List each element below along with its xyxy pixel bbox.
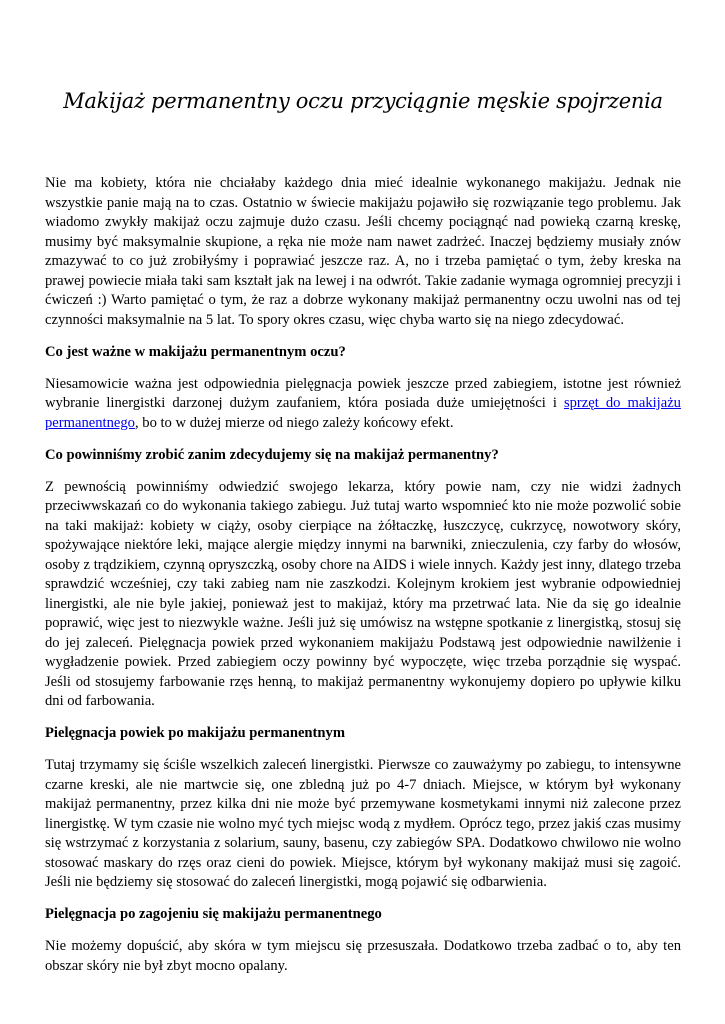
paragraph-text: , bo to w dużej mierze od niego zależy końcowy efekt. (134, 414, 454, 431)
intro-paragraph: Nie ma kobiety, która nie chciałaby każdego dnia mieć idealnie wykonanego makijażu. Jednak nie wszystkie panie mają na to czas. Ostatnio w świecie makijażu pojawiło się rozwiązanie tego problemu. Jak wiadomo zwykły makijaż oczu zajmuje dużo czasu. Jeśli chcemy pociągnąć nad powieką czarną kreskę, musimy być maksymalnie skupione, a ręka nie może nam nawet zadrżeć. Inaczej będziemy musiały znów zmazywać to co już zrobiłyśmy i poprawiać jeszcze raz. A, no i trzeba pamiętać o tym, żeby kreska na prawej powiecie miała taki sam kształt jak na lewej i na odwrót. Takie zadanie wymaga ogromniej precyzji i ćwiczeń :) Warto pamiętać o tym, że raz a dobrze wykonany makijaż permanentny oczu uwolni nas od tej czynności maksymalnie na 5 lat. To spory okres czasu, więc chyba warto się na niego zdecydować. (45, 175, 681, 328)
document-page (45, 86, 681, 989)
section-heading: Co powinniśmy zrobić zanim zdecydujemy się na makijaż permanentny? (45, 446, 499, 463)
section-paragraph: Nie możemy dopuścić, aby skóra w tym miejscu się przesuszała. Dodatkowo trzeba zadbać o to, aby ten obszar skóry nie był zbyt mocno opalany. (45, 938, 681, 974)
section-paragraph: Tutaj trzymamy się ściśle wszelkich zaleceń linergistki. Pierwsze co zauważymy po zabiegu, to intensywne czarne kreski, ale nie martwcie się, one zbledną już po 4-7 dniach. Miejsce, w którym był wykonany makijaż permanentny, przez kilka dni nie może być przemywane kosmetykami innymi niż zalecone przez linergistkę. W tym czasie nie wolno myć tych miejsc wodą z mydłem. Oprócz tego, przez jakiś czas musimy się wstrzymać z korzystania z solarium, sauny, basenu, czy zabiegów SPA. Dodatkowo chwilowo nie wolno stosować maskary do rzęs oraz cieni do powiek. Miejsce, którym był wykonany makijaż musi się zagoić. Jeśli nie będziemy się stosować do zaleceń linergistki, mogą pojawić się odbarwienia. (45, 757, 681, 890)
equipment-link[interactable]: sprzęt do makijażu permanentnego (45, 395, 681, 431)
section-heading: Pielęgnacja powiek po makijażu permanentnym (45, 725, 345, 741)
section-heading: Co jest ważne w makijażu permanentnym oczu? (45, 343, 346, 360)
document-title: Makijaż permanentny oczu przyciągnie męskie spojrzenia (63, 89, 663, 113)
paragraph-text: Niesamowicie ważna jest odpowiednia pielęgnacja powiek jeszcze przed zabiegiem, istotne jest również wybranie linergistki darzonej dużym zaufaniem, która posiada duże umiejętności i (45, 375, 681, 411)
section-paragraph: Z pewnością powinniśmy odwiedzić swojego lekarza, który powie nam, czy nie widzi żadnych przeciwwskazań co do wykonania takiego zabiegu. Już tutaj warto wspomnieć kto nie może pozwolić sobie na taki makijaż: kobiety w ciąży, osoby cierpiące na żółtaczkę, łuszczycę, cukrzycę, nowotwory skóry, spożywające niektóre leki, mające alergie między innymi na barwniki, znieczulenia, czy farby do włosów, osoby z trądzikiem, czynną opryszczką, osoby chore na AIDS i wiele innych. Każdy jest inny, dlatego trzeba sprawdzić wcześniej, czy taki zabieg nam nie zaszkodzi. Kolejnym krokiem jest wybranie odpowiedniej linergistki, ale nie byle jakiej, ponieważ jest to makijaż, który ma przetrwać lata. Nie da się go idealnie poprawić, więc jest to niezwykle ważne. Jeśli już się umówisz na wstępne spotkanie z linergistką, stosuj się do jej zaleceń. Pielęgnacja powiek przed wykonaniem makijażu Podstawą jest odpowiednie nawilżenie i wygładzenie powiek. Przed zabiegiem oczy powinny być wypoczęte, więc trzeba porządnie się wyspać. Jeśli od stosujemy farbowanie rzęs henną, to makijaż permanentny wykonujemy dopiero po upływie kilku dni od farbowania. (45, 478, 681, 709)
section-paragraph (45, 375, 681, 434)
section-heading: Pielęgnacja po zagojeniu się makijażu permanentnego (45, 906, 382, 922)
